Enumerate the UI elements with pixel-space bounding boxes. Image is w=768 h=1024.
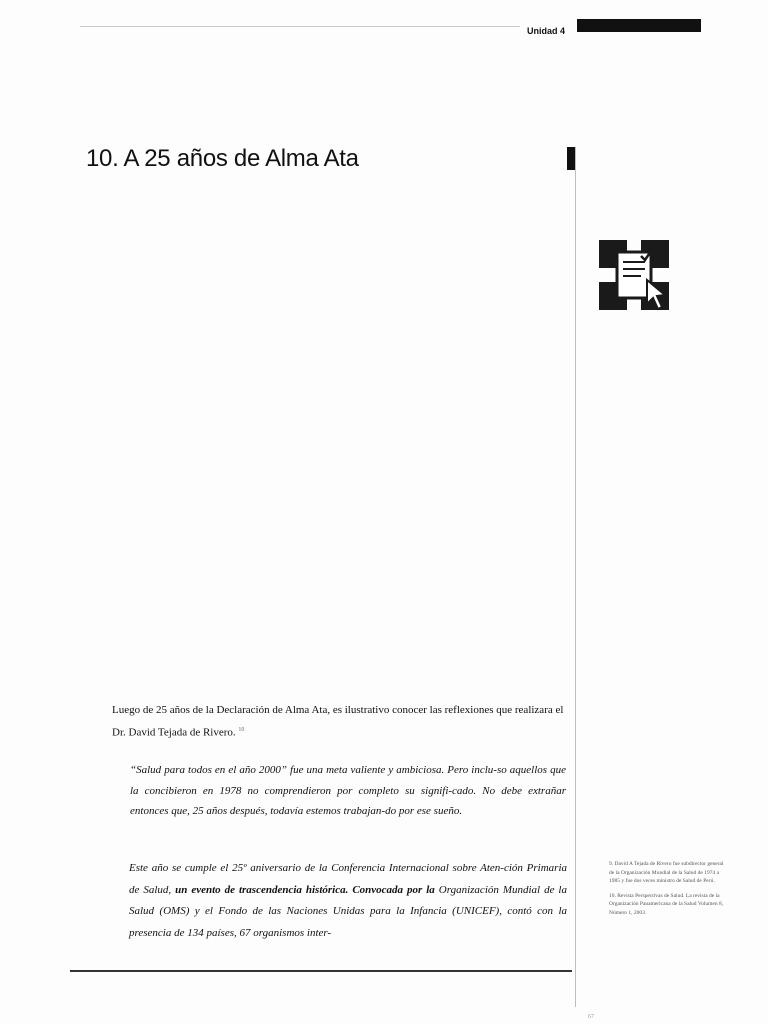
footer-rule [70,970,572,972]
intro-text: Luego de 25 años de la Declaración de Alma Ata, es ilustrativo conocer las reflexiones que realizara el Dr. David Tejada de Rivero. [112,704,564,739]
body-paragraph [129,858,567,944]
reading-document-icon [597,238,671,312]
intro-paragraph [112,700,568,743]
footnote-9: 9. David A Tejada de Rivero fue subdirector general de la Organización Mundial de la Salud de 1974 a 1985 y fue dos veces ministro de Salud de Perú. [609,861,724,884]
header-rule [80,26,520,27]
margin-rule [575,147,576,1007]
body-text-part1: Este año se cumple el 25º aniversario de la Conferencia Internacional sobre Aten-ción Primaria de Salud, [129,862,567,896]
unit-label: Unidad 4 [527,26,566,36]
rivero-quote: “Salud para todos en el año 2000” fue una meta valiente y ambiciosa. Pero inclu-so aquellos que la concibieron en 1978 no comprendieron por completo su signifi-cado. No debe extrañar entonces que, 25 años después, todavía estemos trabajan-do por ese sueño. [130,764,566,817]
intro-footnote-ref: 10 [238,727,245,733]
body-text-emphasis: un evento de trascendencia histórica. Convocada por la [175,883,435,896]
unit-header-bar [577,19,701,32]
chapter-title: 10. A 25 años de Alma Ata [86,145,359,172]
footnote-10: 10. Revista Perspectivas de Salud. La revista de la Organización Panamericana de la Salud Volumen 8, Número 1, 2003. [609,892,724,916]
page-number: 67 [588,1014,594,1020]
body-text-part2: Organización Mundial de la Salud (OMS) y el Fondo de las Naciones Unidas para la Infancia (UNICEF), contó con la presencia de 134 países, 67 organismos inter- [129,883,567,939]
footnotes [609,860,727,923]
side-marker [567,147,575,170]
